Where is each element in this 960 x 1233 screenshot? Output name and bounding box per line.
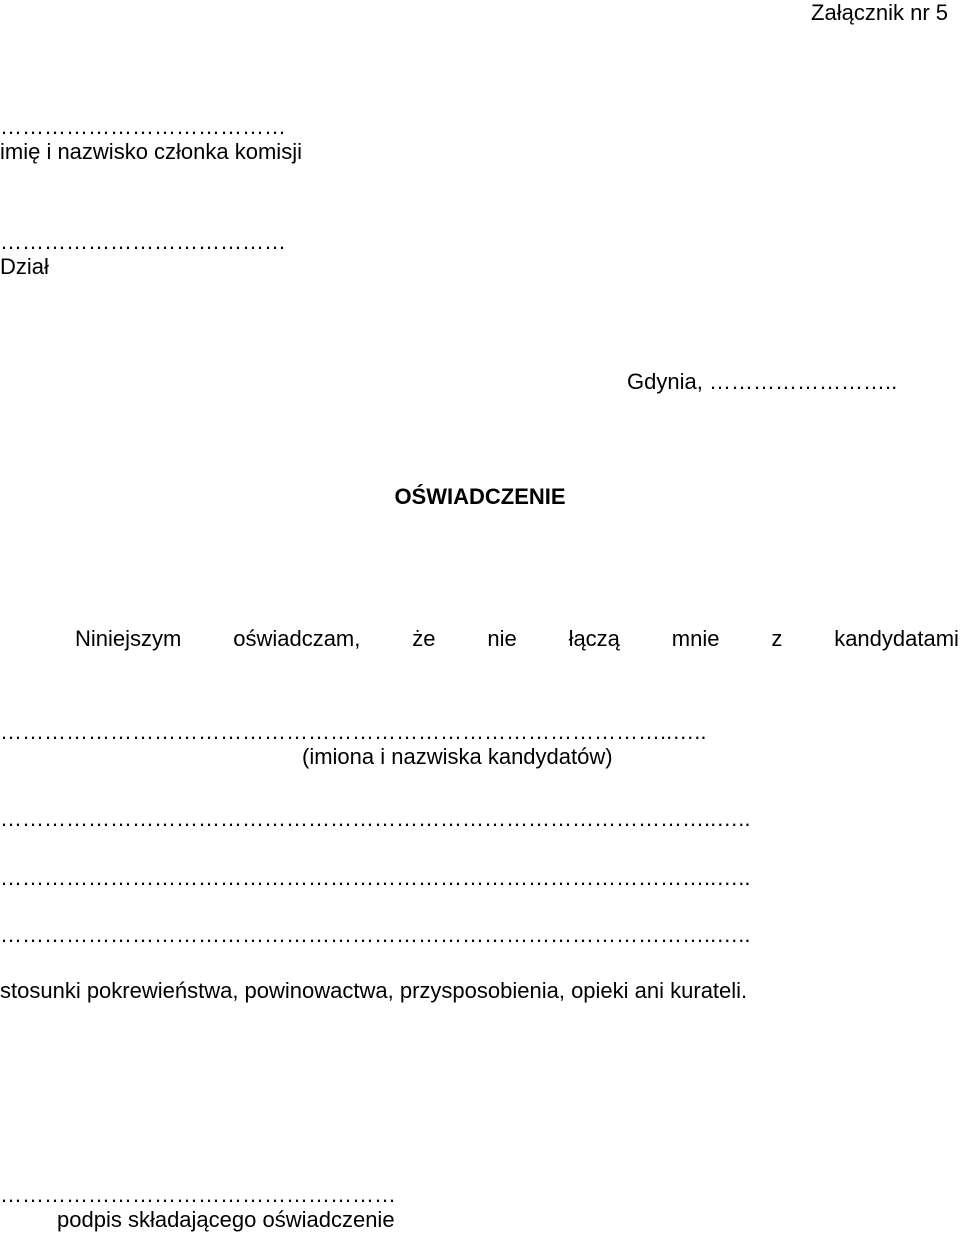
member-name-label: imię i nazwisko członka komisji [0,139,302,164]
signature-label: podpis składającego oświadczenie [57,1207,395,1232]
blank-line: ……………………………………………………………………………………..….. [0,806,751,831]
member-name-blank: ………………………………… [0,114,286,139]
relations-text: stosunki pokrewieństwa, powinowactwa, przysposobienia, opieki ani kurateli. [0,978,748,1003]
department-blank: ………………………………… [0,229,286,254]
department-label: Dział [0,254,49,279]
statement-word: oświadczam, [233,626,361,651]
statement-word: kandydatami [834,626,959,651]
signature-blank: ……………………………………………… [0,1182,396,1207]
attachment-label: Załącznik nr 5 [811,0,948,25]
place-label: Gdynia, [627,369,703,394]
candidates-label: (imiona i nazwiska kandydatów) [302,744,613,769]
statement-word: że [412,626,436,651]
place-date [627,369,897,395]
blank-line: ……………………………………………………………………………………..….. [0,922,751,947]
statement-word: z [771,626,783,651]
statement-word: łączą [568,626,620,651]
statement-word: nie [487,626,517,651]
statement-line [75,626,959,652]
statement-word: mnie [671,626,720,651]
blank-line: ……………………………………………………………………………………..….. [0,865,751,890]
date-blank: …………………….. [708,369,898,394]
document-title: OŚWIADCZENIE [394,484,566,509]
candidates-blank: ………………………………………………………………………………..….. [0,719,707,744]
statement-word: Niniejszym [75,626,182,651]
